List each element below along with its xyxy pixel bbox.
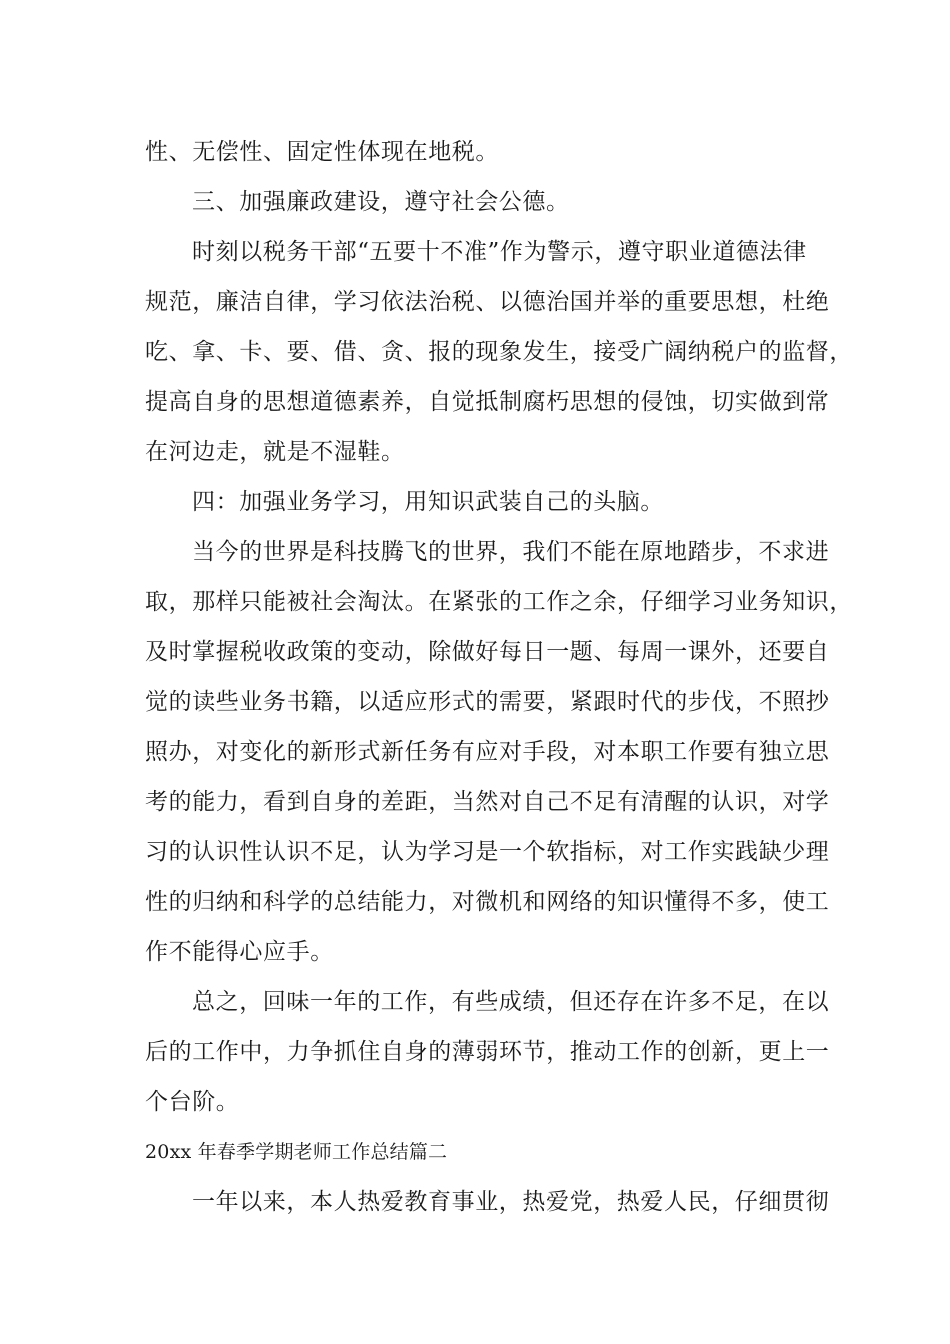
section-heading: 三、加强廉政建设，遵守社会公德。 <box>192 189 570 215</box>
text-line: 当今的世界是科技腾飞的世界，我们不能在原地踏步，不求进 <box>192 539 830 565</box>
text-line: 觉的读些业务书籍，以适应形式的需要，紧跟时代的步伐，不照抄 <box>145 689 830 715</box>
text-line: 照办，对变化的新形式新任务有应对手段，对本职工作要有独立思 <box>145 739 830 765</box>
text-line: 在河边走，就是不湿鞋。 <box>145 439 405 465</box>
text-line: 及时掌握税收政策的变动，除做好每日一题、每周一课外，还要自 <box>145 639 830 665</box>
text-line: 性、无偿性、固定性体现在地税。 <box>145 139 499 165</box>
text-line: 总之，回味一年的工作，有些成绩，但还存在许多不足，在以 <box>192 989 830 1015</box>
text-line: 考的能力，看到自身的差距，当然对自己不足有清醒的认识，对学 <box>145 789 830 815</box>
text-line: 性的归纳和科学的总结能力，对微机和网络的知识懂得不多，使工 <box>145 889 830 915</box>
text-line: 吃、拿、卡、要、借、贪、报的现象发生，接受广阔纳税户的监督， <box>145 339 853 365</box>
text-line: 时刻以税务干部“五要十不准”作为警示，遵守职业道德法律 <box>192 239 807 265</box>
text-line: 个台阶。 <box>145 1089 240 1115</box>
text-line: 规范，廉洁自律，学习依法治税、以德治国并举的重要思想，杜绝 <box>145 289 830 315</box>
text-line: 一年以来，本人热爱教育事业，热爱党，热爱人民，仔细贯彻 <box>192 1189 830 1215</box>
text-line: 习的认识性认识不足，认为学习是一个软指标，对工作实践缺少理 <box>145 839 830 865</box>
text-line: 提高自身的思想道德素养，自觉抵制腐朽思想的侵蚀，切实做到常 <box>145 389 830 415</box>
text-line: 作不能得心应手。 <box>145 939 334 965</box>
document-title: 20xx 年春季学期老师工作总结篇二 <box>145 1141 448 1163</box>
section-heading: 四：加强业务学习，用知识武装自己的头脑。 <box>192 489 664 515</box>
text-line: 取，那样只能被社会淘汰。在紧张的工作之余，仔细学习业务知识， <box>145 589 853 615</box>
text-line: 后的工作中，力争抓住自身的薄弱环节，推动工作的创新，更上一 <box>145 1039 830 1065</box>
